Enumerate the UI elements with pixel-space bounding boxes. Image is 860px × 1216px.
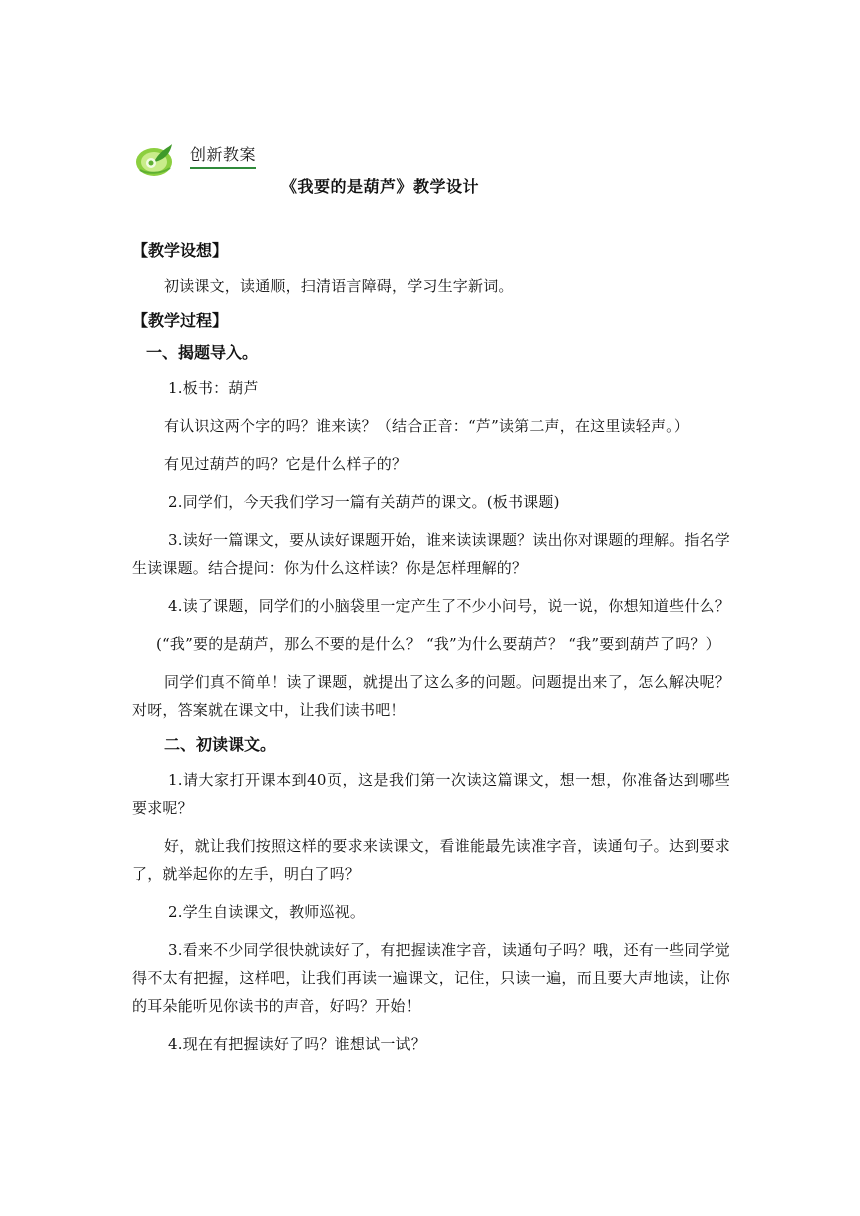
paragraph: 2.同学们，今天我们学习一篇有关葫芦的课文。(板书课题) bbox=[168, 493, 560, 511]
paragraph: 同学们真不简单！读了课题，就提出了这么多的问题。问题提出来了，怎么解决呢？对呀，答案就在课文中，让我们读书吧！ bbox=[132, 673, 730, 719]
paragraph: 4.现在有把握读好了吗？谁想试一试？ bbox=[168, 1035, 426, 1053]
section-heading-design: 【教学设想】 bbox=[132, 241, 229, 260]
section-heading-process: 【教学过程】 bbox=[132, 311, 229, 330]
header-label: 创新教案 bbox=[190, 144, 256, 169]
paragraph: 3.看来不少同学很快就读好了，有把握读准字音，读通句子吗？哦，还有一些同学觉得不太有把握，这样吧，让我们再读一遍课文，记住，只读一遍，而且要大声地读，让你的耳朵能听见你读书的声音，好吗？开始！ bbox=[132, 941, 730, 1015]
paragraph: 有认识这两个字的吗？谁来读？（结合正音：“芦”读第二声，在这里读轻声。） bbox=[164, 417, 690, 435]
green-leaf-logo-icon bbox=[132, 140, 176, 178]
document-title: 《我要的是葫芦》教学设计 bbox=[280, 177, 479, 196]
paragraph: 好，就让我们按照这样的要求来读课文，看谁能最先读准字音，读通句子。达到要求了，就举起你的左手，明白了吗？ bbox=[132, 837, 730, 883]
document-header bbox=[132, 140, 256, 180]
paragraph: 初读课文，读通顺，扫清语言障碍，学习生字新词。 bbox=[164, 277, 514, 295]
paragraph: 2.学生自读课文，教师巡视。 bbox=[168, 903, 366, 921]
part-heading-2: 二、初读课文。 bbox=[164, 735, 277, 754]
paragraph: 有见过葫芦的吗？它是什么样子的？ bbox=[164, 455, 408, 473]
paragraph: 4.读了课题，同学们的小脑袋里一定产生了不少小问号，说一说，你想知道些什么？ bbox=[168, 597, 730, 615]
paragraph: 1.板书：葫芦 bbox=[168, 379, 259, 397]
paragraph: 1.请大家打开课本到40页，这是我们第一次读这篇课文，想一想，你准备达到哪些要求呢？ bbox=[132, 771, 730, 817]
document-body bbox=[132, 240, 730, 1068]
part-heading-1: 一、揭题导入。 bbox=[146, 343, 259, 362]
paragraph: 3.读好一篇课文，要从读好课题开始，谁来读读课题？读出你对课题的理解。指名学生读课题。结合提问：你为什么这样读？你是怎样理解的？ bbox=[132, 531, 730, 577]
paragraph: (“我”要的是葫芦，那么不要的是什么？ “我”为什么要葫芦？ “我”要到葫芦了吗？） bbox=[156, 635, 721, 653]
